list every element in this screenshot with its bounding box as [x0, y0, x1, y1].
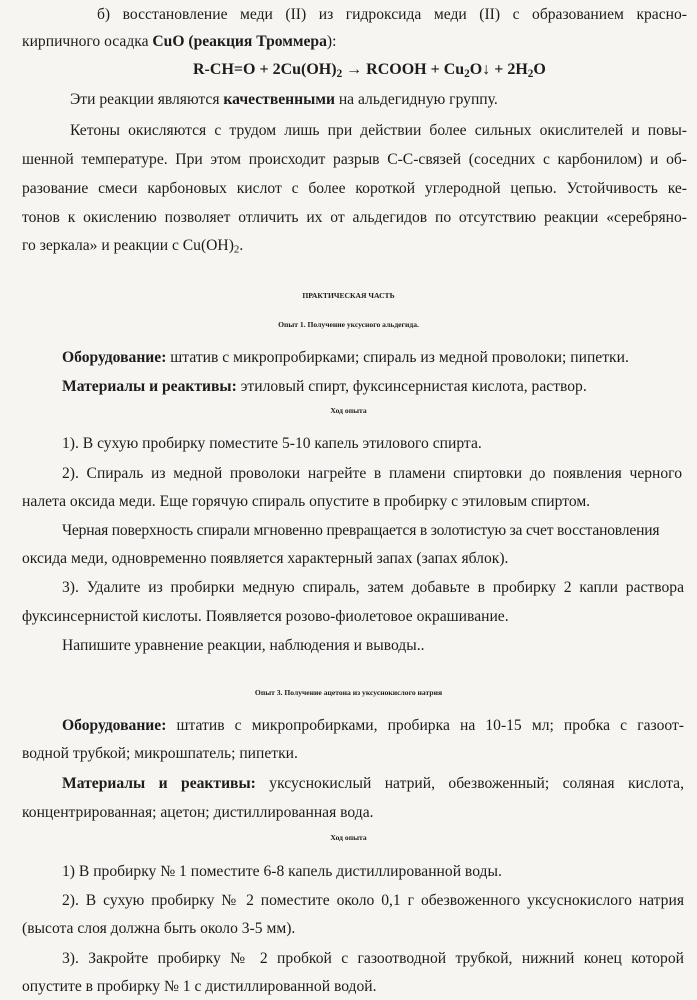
exp3-equipment-line1 — [62, 718, 684, 734]
eq-part-4: O — [533, 61, 546, 78]
exp1-step1: 1). В сухую пробирку поместите 5-10 капель этилового спирта. — [62, 435, 482, 452]
exp3-step2-line1: 2). В сухую пробирку № 2 поместите около 0,1 г обезвоженного уксуснокислого натрия — [62, 892, 684, 909]
eq-part-3: O↓ + 2H — [469, 61, 528, 78]
exp3-step1: 1) В пробирку № 1 поместите 6-8 капель дистиллированной воды. — [62, 863, 502, 880]
exp3-equipment-line2: водной трубкой; микрошпатель; пипетки. — [22, 745, 298, 762]
exp1-step3-line1: 3). Удалите из пробирки медную спираль, затем добавьте в пробирку 2 капли раствора — [62, 579, 684, 596]
eq-part-1: R-CH=O + 2Cu(OH) — [193, 61, 337, 78]
exp3-step3-line1: 3). Закройте пробирку № 2 пробкой с газоотводной трубкой, нижний конец которой — [62, 950, 684, 967]
exp3-equipment-label: Оборудование: — [62, 717, 167, 734]
exp1-title: Опыт 1. Получение уксусного альдегида. — [278, 320, 419, 329]
qualitative-reactions-line — [70, 92, 498, 108]
exp3-materials-line2: концентрированная; ацетон; дистиллированная вода. — [22, 804, 374, 821]
ketone-line-4: тонов к окислению позволяет отличить их от альдегидов по отсутствию реакции «серебряно- — [22, 209, 687, 226]
exp3-materials-line1 — [62, 776, 684, 792]
exp1-equipment-label: Оборудование: — [62, 349, 167, 366]
exp1-materials-text: этиловый спирт, фуксинсернистая кислота, раствор. — [236, 378, 587, 395]
exp1-equipment-text: штатив с микропробирками; спираль из медной проволоки; пипетки. — [166, 349, 629, 366]
exp3-title: Опыт 3. Получение ацетона из уксуснокислого натрия — [254, 688, 443, 697]
exp1-step2-line1: 2). Спираль из медной проволоки нагрейте в пламени спиртовки до появления черного — [62, 465, 682, 482]
trommer-line-1: б) восстановление меди (II) из гидроксида меди (II) с образованием красно- — [97, 6, 687, 23]
qual-bold: качественными — [223, 91, 335, 108]
exp3-materials-text-1: уксуснокислый натрий, обезвоженный; соляная кислота, — [255, 775, 684, 792]
exp1-write-instruction: Напишите уравнение реакции, наблюдения и выводы.. — [62, 637, 425, 654]
ketone-line-1: Кетоны окисляются с трудом лишь при действии более сильных окислителей и повы- — [70, 122, 687, 139]
exp3-equipment-text-1: штатив с микропробирками, пробирка на 10-15 мл; пробка с газоот- — [166, 717, 684, 734]
eq-part-2: → RCOOH + Cu — [342, 61, 465, 78]
ketone-last-pre: го зеркала» и реакции с Cu(OH) — [22, 237, 234, 254]
qual-pre: Эти реакции являются — [70, 91, 224, 108]
exp1-procedure-title: Ход опыта — [330, 406, 367, 415]
ketone-line-3: разование смеси карбоновых кислот с более короткой углеродной цепью. Устойчивость ке- — [22, 180, 687, 197]
exp1-observation-line1: Черная поверхность спирали мгновенно превращается в золотистую за счет восстановления — [62, 522, 660, 539]
trommer-line-2 — [22, 34, 336, 50]
exp1-materials-label: Материалы и реактивы: — [62, 378, 237, 395]
ketone-last-sub: 2 — [233, 243, 240, 256]
exp3-procedure-title: Ход опыта — [330, 833, 367, 842]
eq-sub-2: 2 — [464, 67, 470, 80]
exp1-observation-line2: оксида меди, одновременно появляется характерный запах (запах яблок). — [22, 550, 509, 567]
exp1-materials — [62, 379, 587, 395]
exp1-equipment — [62, 350, 629, 366]
exp3-materials-label: Материалы и реактивы: — [62, 775, 256, 792]
ketone-line-5 — [22, 238, 243, 256]
trommer-equation — [193, 62, 546, 80]
trommer-line-2-text: кирпичного осадка — [22, 33, 153, 50]
exp1-step3-line2: фуксинсернистой кислоты. Появляется розово-фиолетовое окрашивание. — [22, 608, 509, 625]
trommer-line-2-tail: ): — [326, 33, 337, 50]
practical-title: ПРАКТИЧЕСКАЯ ЧАСТЬ — [302, 291, 395, 300]
exp3-step3-line2: опустите в пробирку № 1 с дистиллированной водой. — [22, 978, 377, 995]
qual-post: на альдегидную группу. — [334, 91, 498, 108]
ketone-last-post: . — [239, 237, 244, 254]
exp3-step2-line2: (высота слоя должна быть около 3-5 мм). — [22, 920, 296, 937]
eq-sub-3: 2 — [527, 67, 534, 80]
ketone-line-2: шенной температуре. При этом происходит разрыв С-С-связей (соседних с карбонилом) и об- — [22, 151, 687, 168]
trommer-reaction-name: CuO (реакция Троммера — [152, 33, 327, 50]
exp1-step2-line2: налета оксида меди. Еще горячую спираль опустите в пробирку с этиловым спиртом. — [22, 493, 591, 510]
eq-sub-1: 2 — [336, 67, 343, 80]
